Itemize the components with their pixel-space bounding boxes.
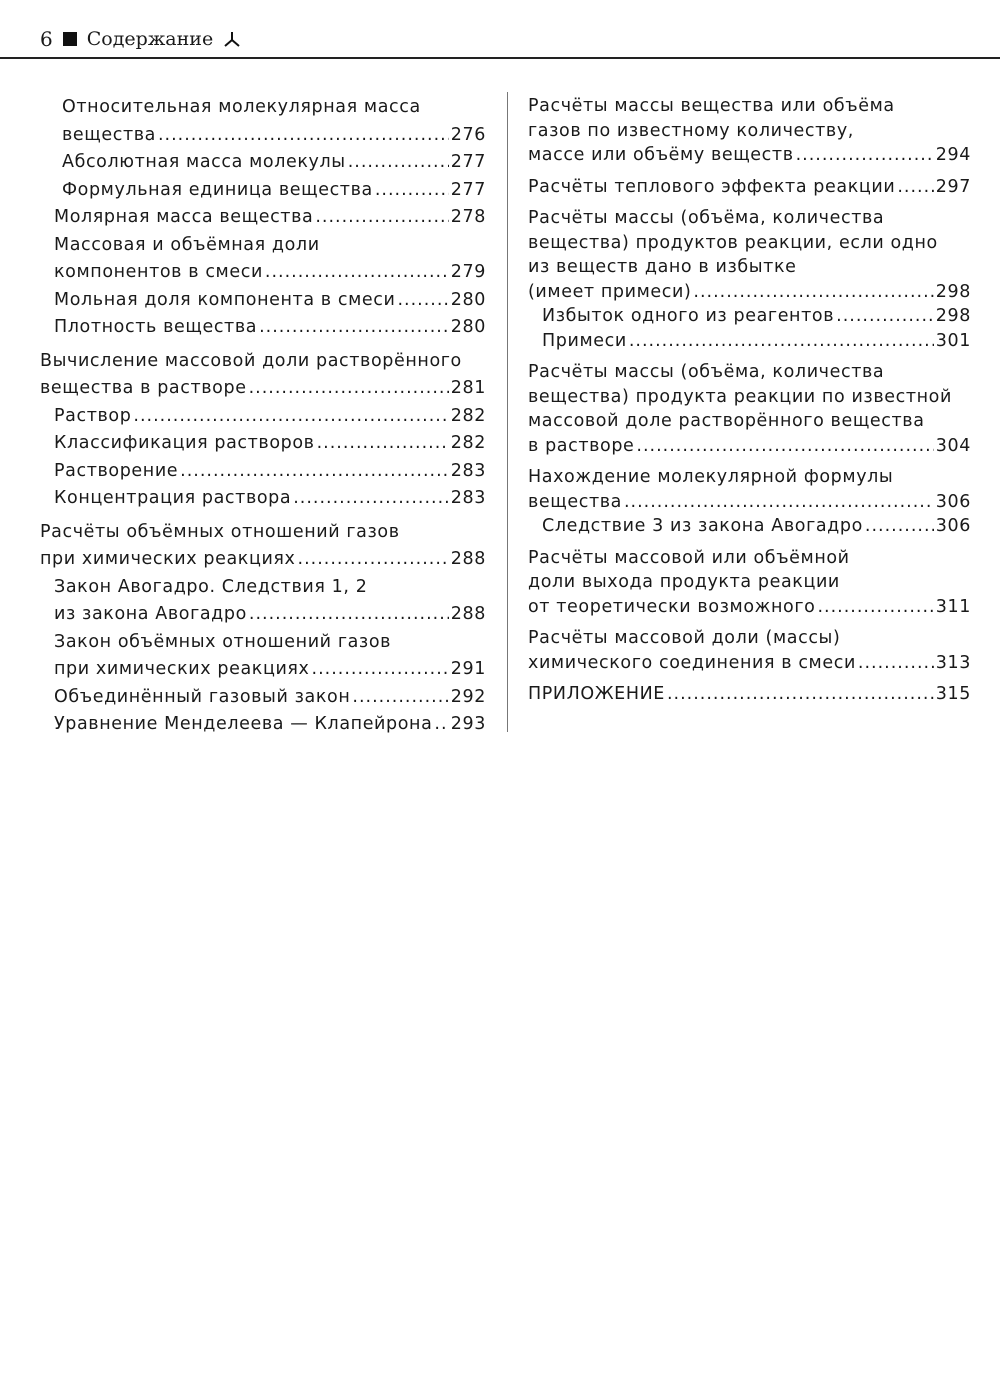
toc-page-number: 282 <box>450 405 486 426</box>
toc-page-number: 281 <box>450 378 486 398</box>
dot-leader <box>249 375 449 403</box>
toc-entry-title-line: Расчёты теплового эффекта реакции <box>528 176 896 197</box>
toc-entry[interactable] <box>528 304 971 329</box>
toc-entry-title-line: Растворение <box>54 460 179 481</box>
toc-entry[interactable] <box>528 175 971 200</box>
toc-entry-title-line: Относительная молекулярная масса <box>62 97 421 117</box>
dot-leader <box>636 434 933 459</box>
toc-page-number: 280 <box>450 317 486 337</box>
toc-page-number: 294 <box>935 145 971 165</box>
toc-entry-title-line: доли выхода продукта реакции <box>528 572 840 592</box>
toc-page-number: 301 <box>935 330 971 351</box>
toc-page-number: 278 <box>450 207 486 227</box>
toc-page-number: 288 <box>450 604 486 624</box>
toc-entry-title-line: вещества) продуктов реакции, если одно <box>528 232 938 253</box>
toc-entry-title-line: Расчёты массы (объёма, количества <box>528 362 885 382</box>
toc-entry-title-line: Избыток одного из реагентов <box>542 306 835 326</box>
dot-leader <box>629 329 934 354</box>
toc-page-number: 293 <box>450 714 486 734</box>
toc-entry-title-line: вещества <box>62 124 156 145</box>
toc-page-number: 283 <box>450 488 486 508</box>
toc-left-column <box>40 94 486 739</box>
toc-entry-title-line: при химических реакциях <box>40 549 296 569</box>
toc-entry[interactable] <box>528 514 971 539</box>
toc-entry[interactable] <box>40 574 486 629</box>
toc-entry[interactable] <box>40 430 486 458</box>
dot-leader <box>897 175 933 200</box>
toc-page-number: 306 <box>935 516 971 536</box>
toc-page-number: 298 <box>935 281 971 302</box>
toc-entry[interactable] <box>40 629 486 684</box>
toc-entry-title-line: массе или объёму веществ <box>528 145 794 165</box>
toc-entry-title-line: Расчёты массовой доли (массы) <box>528 628 841 648</box>
toc-entry[interactable] <box>528 94 971 168</box>
toc-entry[interactable] <box>528 206 971 304</box>
triad-ornament-icon <box>223 30 241 48</box>
toc-entry[interactable] <box>40 314 486 342</box>
dot-leader <box>865 514 934 539</box>
toc-entry-title-line: вещества в растворе <box>40 378 247 398</box>
toc-entry[interactable] <box>40 403 486 431</box>
dot-leader <box>624 490 934 515</box>
toc-entry[interactable] <box>40 232 486 287</box>
header-rule <box>0 57 1000 59</box>
toc-entry-title-line: химического соединения в смеси <box>528 652 856 673</box>
dot-leader <box>693 280 933 305</box>
page-header <box>40 22 241 56</box>
toc-entry-title-line: Массовая и объёмная доли <box>54 234 320 255</box>
toc-entry-title-line: Расчёты массы вещества или объёма <box>528 96 895 116</box>
toc-entry-title-line: в растворе <box>528 435 635 456</box>
toc-entry-title-line: Расчёты массы (объёма, количества <box>528 208 885 228</box>
dot-leader <box>348 149 449 177</box>
toc-entry-title-line: (имеет примеси) <box>528 281 692 302</box>
toc-entry-title-line: из веществ дано в избытке <box>528 257 797 277</box>
dot-leader <box>817 595 933 620</box>
toc-entry-title-line: Абсолютная масса молекулы <box>62 152 346 172</box>
toc-page-number: 288 <box>450 549 486 569</box>
dot-leader <box>249 601 449 629</box>
toc-entry-title-line: Примеси <box>542 330 627 351</box>
toc-entry-title-line: Объединённый газовый закон <box>54 686 351 707</box>
toc-entry-title-line: Концентрация раствора <box>54 488 292 508</box>
toc-page-number: 276 <box>450 124 486 145</box>
toc-entry-title-line: Закон объёмных отношений газов <box>54 631 392 652</box>
toc-page-number: 298 <box>935 306 971 326</box>
toc-entry[interactable] <box>40 519 486 574</box>
toc-entry-title-line: вещества <box>528 491 622 512</box>
dot-leader <box>352 684 448 712</box>
toc-entry[interactable] <box>40 204 486 232</box>
toc-entry-title-line: газов по известному количеству, <box>528 120 854 141</box>
toc-page-number: 304 <box>935 435 971 456</box>
dot-leader <box>180 458 449 486</box>
toc-entry[interactable] <box>528 360 971 458</box>
toc-entry[interactable] <box>40 94 486 149</box>
dot-leader <box>312 656 449 684</box>
toc-entry[interactable] <box>528 329 971 354</box>
page-title: Содержание <box>86 28 214 50</box>
toc-entry-title-line: Вычисление массовой доли растворённого <box>40 350 462 371</box>
column-divider <box>507 92 508 732</box>
toc-page-number: 283 <box>450 460 486 481</box>
dot-leader <box>158 122 449 150</box>
toc-page-number: 291 <box>450 659 486 679</box>
toc-entry-title-line: при химических реакциях <box>54 659 310 679</box>
toc-page-number: 279 <box>450 262 486 282</box>
dot-leader <box>397 287 448 315</box>
toc-entry-title-line: Расчёты объёмных отношений газов <box>40 521 400 542</box>
dot-leader <box>265 259 449 287</box>
toc-page-number: 280 <box>450 289 486 310</box>
toc-entry-title-line: Уравнение Менделеева — Клапейрона <box>54 714 433 734</box>
toc-entry[interactable] <box>528 626 971 675</box>
toc-entry[interactable] <box>40 485 486 513</box>
toc-entry-title-line: Молярная масса вещества <box>54 207 314 227</box>
toc-entry[interactable] <box>40 177 486 205</box>
toc-entry[interactable] <box>40 348 486 403</box>
dot-leader <box>317 430 449 458</box>
toc-entry-title-line: Нахождение молекулярной формулы <box>528 467 894 487</box>
toc-entry-title-line: из закона Авогадро <box>54 604 247 624</box>
toc-entry-title-line: ПРИЛОЖЕНИЕ <box>528 684 665 704</box>
toc-entry[interactable] <box>40 287 486 315</box>
toc-page-number: 297 <box>935 176 971 197</box>
toc-entry-title-line: Плотность вещества <box>54 317 258 337</box>
dot-leader <box>667 682 934 707</box>
square-bullet-icon <box>63 32 77 46</box>
toc-page-number: 277 <box>450 179 486 200</box>
toc-page-number: 315 <box>935 684 971 704</box>
toc-entry-title-line: от теоретически возможного <box>528 596 816 617</box>
toc-entry[interactable] <box>40 684 486 712</box>
toc-entry-title-line: Мольная доля компонента в смеси <box>54 289 396 310</box>
toc-entry-title-line: Закон Авогадро. Следствия 1, 2 <box>54 576 368 597</box>
toc-entry-title-line: Следствие 3 из закона Авогадро <box>542 516 863 536</box>
toc-entry[interactable] <box>528 682 971 707</box>
dot-leader <box>259 314 449 342</box>
toc-page-number: 306 <box>935 491 971 512</box>
toc-entry[interactable] <box>40 711 486 739</box>
toc-entry-title-line: компонентов в смеси <box>54 262 263 282</box>
toc-entry[interactable] <box>40 149 486 177</box>
dot-leader <box>796 143 934 168</box>
toc-entry[interactable] <box>528 546 971 620</box>
dot-leader <box>375 177 449 205</box>
toc-entry-title-line: вещества) продукта реакции по известной <box>528 386 952 407</box>
toc-entry-title-line: Формульная единица вещества <box>62 179 373 200</box>
toc-page-number: 311 <box>935 596 971 617</box>
dot-leader <box>836 304 934 329</box>
dot-leader <box>133 403 448 431</box>
dot-leader <box>293 485 449 513</box>
toc-entry-title-line: массовой доле растворённого вещества <box>528 411 925 431</box>
toc-entry-title-line: Раствор <box>54 405 132 426</box>
toc-right-column <box>528 94 971 707</box>
toc-page-number: 313 <box>935 652 971 673</box>
toc-entry[interactable] <box>528 465 971 514</box>
page-number: 6 <box>40 27 53 51</box>
dot-leader <box>298 546 449 574</box>
toc-page-number: 282 <box>450 433 486 453</box>
toc-entry-title-line: Классификация растворов <box>54 433 315 453</box>
dot-leader <box>315 204 448 232</box>
toc-page-number: 292 <box>450 686 486 707</box>
toc-entry-title-line: Расчёты массовой или объёмной <box>528 547 850 568</box>
dot-leader <box>858 651 934 676</box>
toc-entry[interactable] <box>40 458 486 486</box>
dot-leader <box>434 711 448 739</box>
toc-page-number: 277 <box>450 152 486 172</box>
